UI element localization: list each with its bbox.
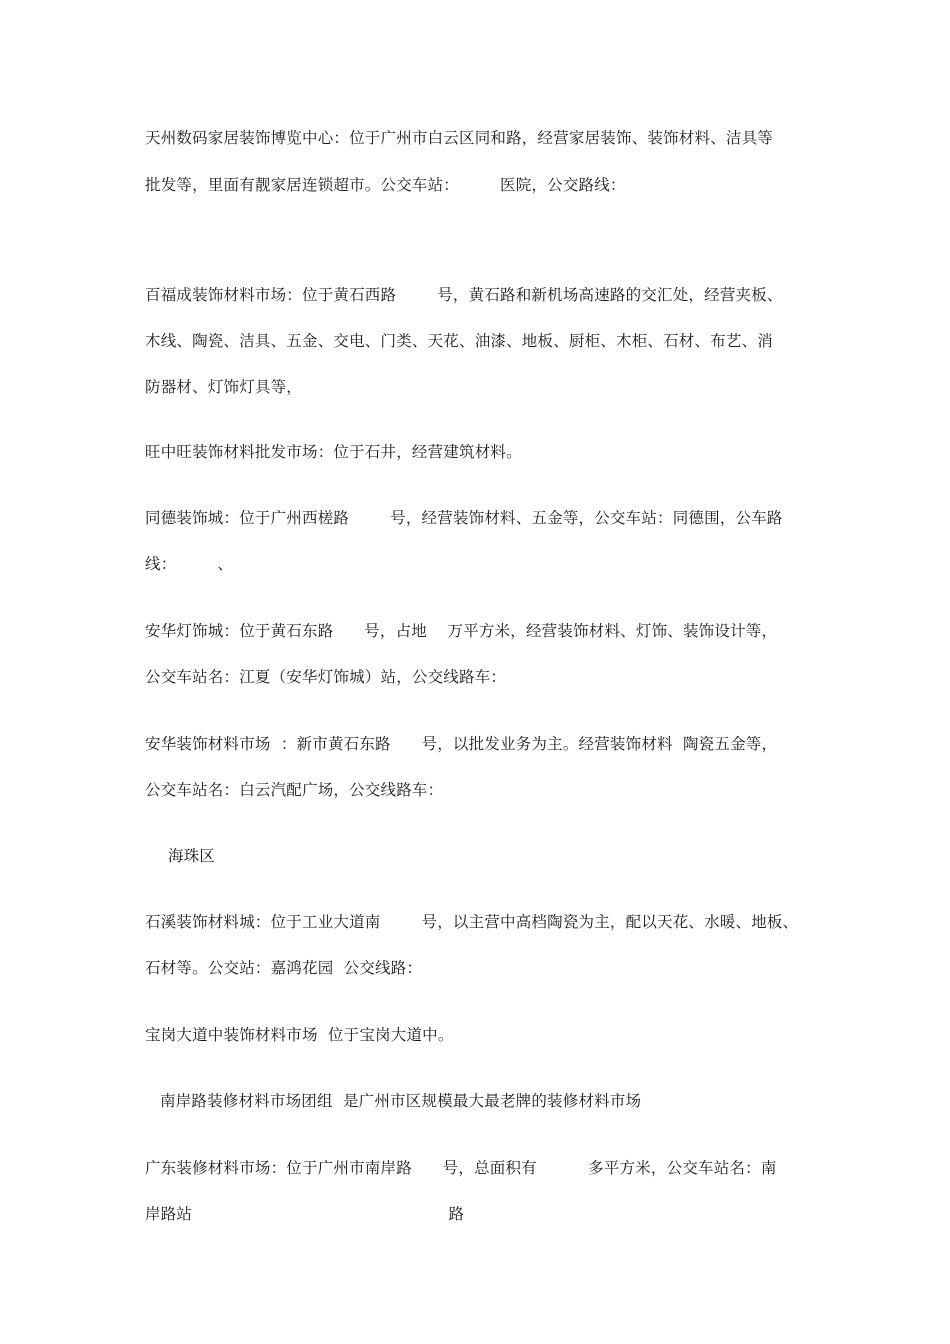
text-line: 旺中旺装饰材料批发市场：位于石井，经营建筑材料。 xyxy=(145,443,522,461)
text-line: 石溪装饰材料城：位于工业大道南 号，以主营中高档陶瓷为主，配以天花、水暖、地板、 xyxy=(145,913,799,931)
text-line: 岸路站 路 xyxy=(145,1205,465,1223)
text-line: 防器材、灯饰灯具等， xyxy=(145,378,303,396)
text-line: 批发等，里面有靓家居连锁超市。公交车站： 医院，公交路线： xyxy=(145,176,626,194)
text-line: 安华灯饰城：位于黄石东路 号，占地 万平方米，经营装饰材料、灯饰、装饰设计等， xyxy=(145,622,778,640)
text-line: 宝岗大道中装饰材料市场 位于宝岗大道中。 xyxy=(145,1026,454,1044)
text-line: 公交车站名：江夏（安华灯饰城）站，公交线路车： xyxy=(145,668,507,686)
section-heading: 海珠区 xyxy=(168,847,216,865)
text-line: 线： 、 xyxy=(145,555,234,573)
text-line: 南岸路装修材料市场团组 是广州市区规模最大最老牌的装修材料市场 xyxy=(160,1092,642,1110)
text-line: 同德装饰城：位于广州西槎路 号，经营装饰材料、五金等，公交车站：同德围，公车路 xyxy=(145,509,783,527)
text-line: 安华装饰材料市场 ：新市黄石东路 号，以批发业务为主。经营装饰材料 陶瓷五金等， xyxy=(145,735,778,753)
text-line: 公交车站名：白云汽配广场，公交线路车： xyxy=(145,781,444,799)
text-line: 广东装修材料市场：位于广州市南岸路 号，总面积有 多平方米，公交车站名：南 xyxy=(145,1159,777,1177)
text-line: 石材等。公交站：嘉鸿花园 公交线路： xyxy=(145,959,423,977)
text-line: 百福成装饰材料市场：位于黄石西路 号，黄石路和新机场高速路的交汇处，经营夹板、 xyxy=(145,286,783,304)
text-line: 天州数码家居装饰博览中心：位于广州市白云区同和路，经营家居装饰、装饰材料、洁具等 xyxy=(145,129,774,147)
text-line: 木线、陶瓷、洁具、五金、交电、门类、天花、油漆、地板、厨柜、木柜、石材、布艺、消 xyxy=(145,332,774,350)
